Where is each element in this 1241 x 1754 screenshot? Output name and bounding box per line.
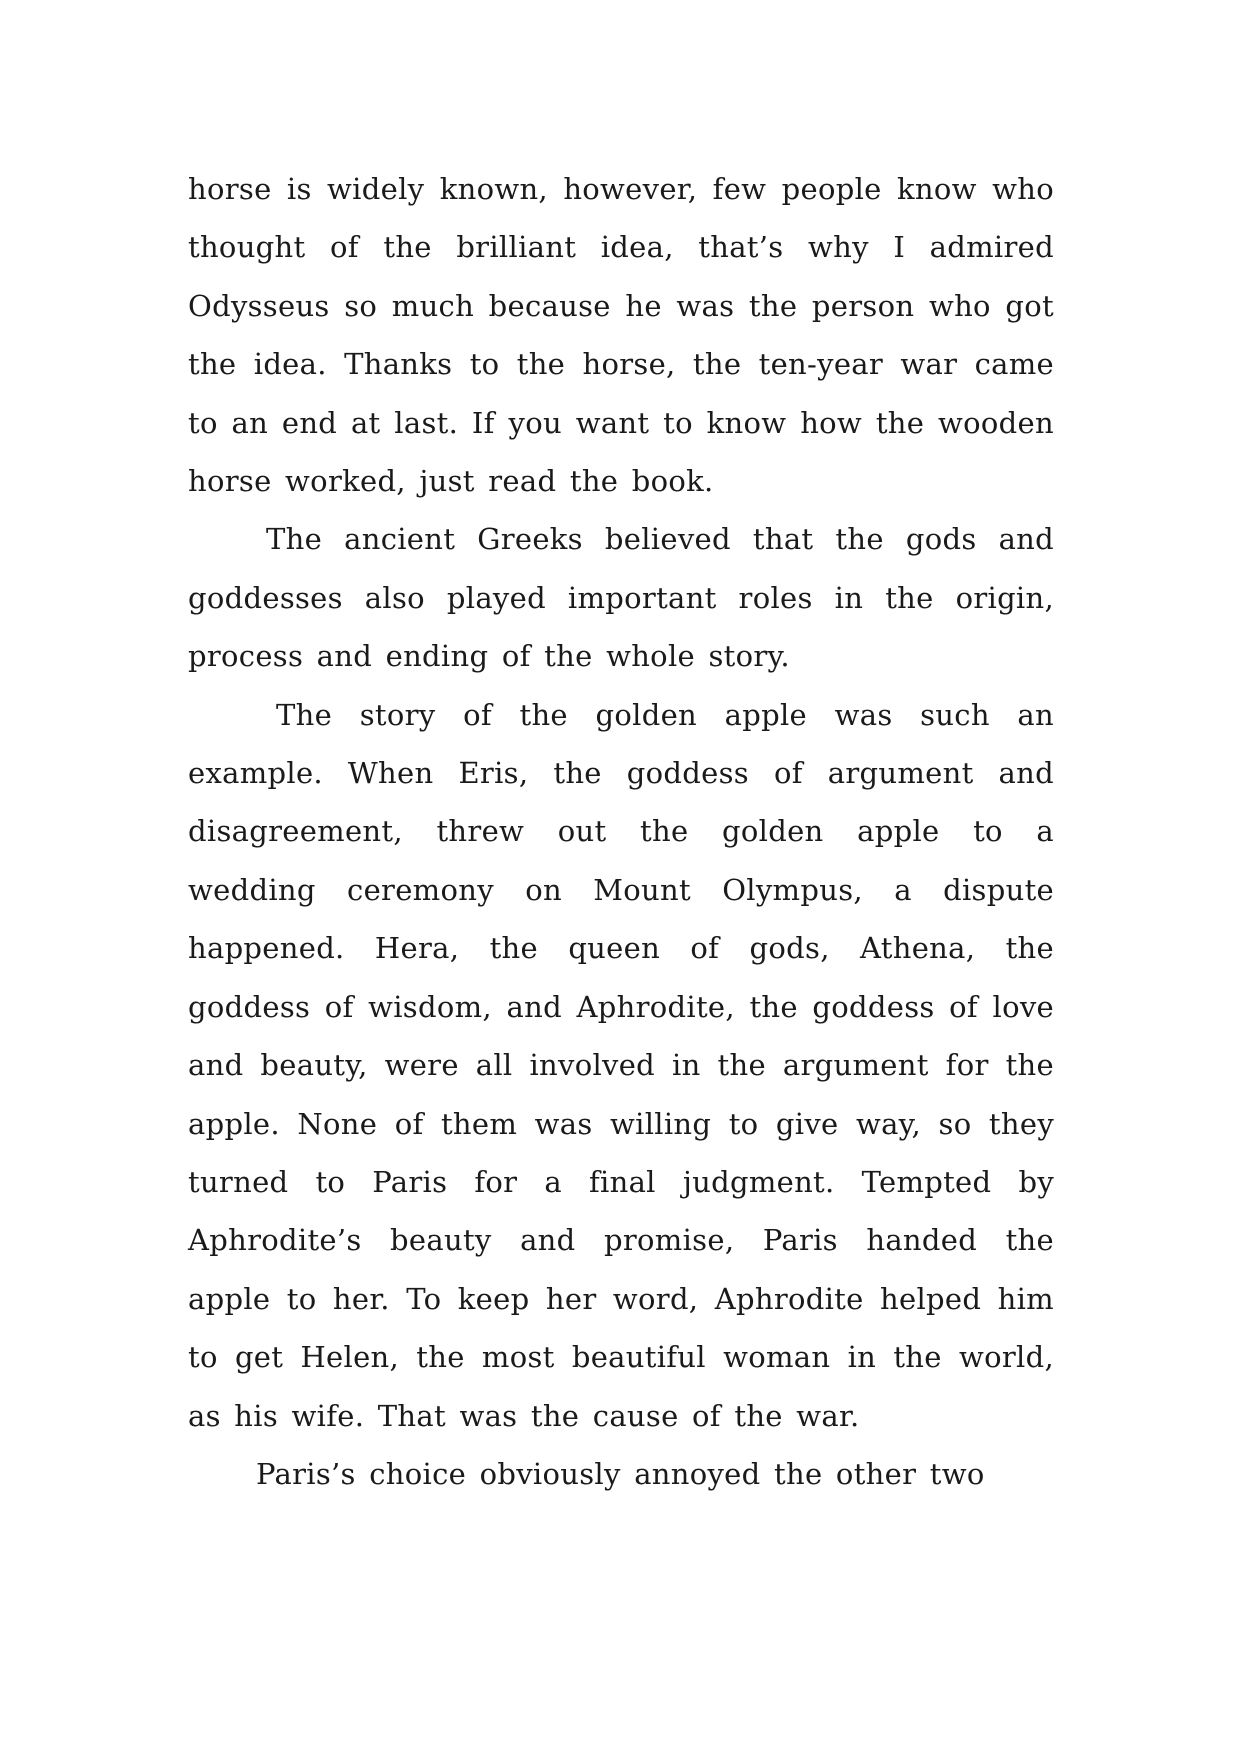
paragraph-paris-choice: Paris’s choice obviously annoyed the other two xyxy=(256,1456,985,1491)
paragraph-gods-roles: The ancient Greeks believed that the gods and goddesses also played important roles in the origin, process and ending of the whole story. xyxy=(188,522,1054,674)
body-text xyxy=(188,160,1054,1503)
paragraph-golden-apple: The story of the golden apple was such an example. When Eris, the goddess of argument and disagreement, threw out the golden apple to a wedding ceremony on Mount Olympus, a dispute happened. Hera, the queen of gods, Athena, the goddess of wisdom, and Aphrodite, the goddess of love and beauty, were all involved in the argument for the apple. None of them was willing to give way, so they turned to Paris for a final judgment. Tempted by Aphrodite’s beauty and promise, Paris handed the apple to her. To keep her word, Aphrodite helped him to get Helen, the most beautiful woman in the world, as his wife. That was the cause of the war. xyxy=(188,697,1054,1433)
paragraph-wooden-horse: horse is widely known, however, few people know who thought of the brilliant idea, that’s why I admired Odysseus so much because he was the person who got the idea. Thanks to the horse, the ten-year war came to an end at last. If you want to know how the wooden horse worked, just read the book. xyxy=(188,172,1054,499)
